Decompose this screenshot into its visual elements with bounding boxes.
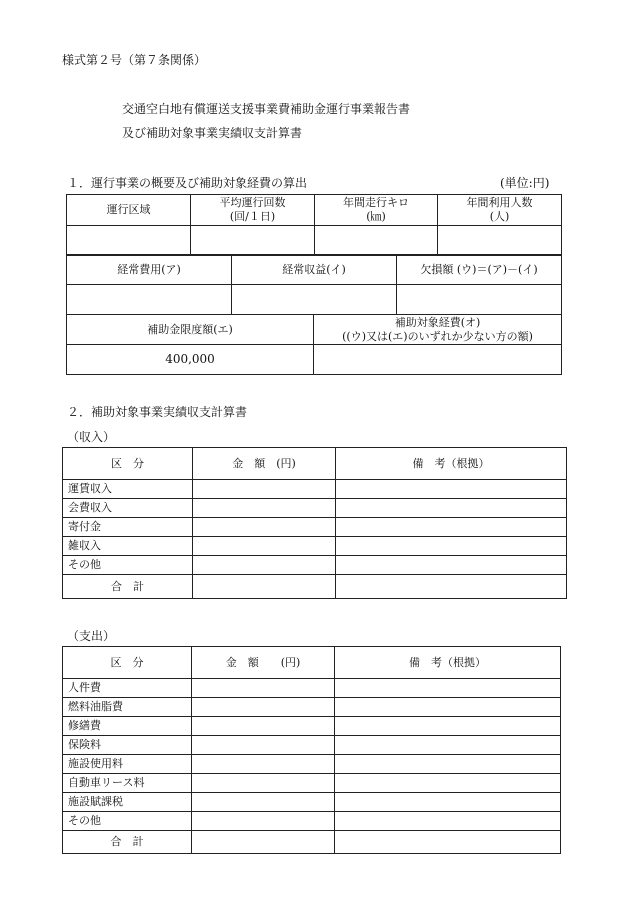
expense-amount-cell[interactable] (192, 774, 335, 793)
header-operating-revenue: 経常収益(イ) (232, 255, 397, 285)
expense-remarks-cell[interactable] (335, 774, 561, 793)
expense-amount-cell[interactable] (192, 679, 335, 698)
income-remarks-cell[interactable] (336, 499, 567, 518)
operating-revenue-value[interactable] (232, 285, 397, 315)
income-header-category: 区 分 (63, 448, 193, 480)
expense-remarks-cell[interactable] (335, 698, 561, 717)
form-label: 様式第２号（第７条関係） (62, 53, 207, 67)
expense-row-label: 燃料油脂費 (63, 698, 192, 717)
income-amount-cell[interactable] (193, 499, 336, 518)
overview-table (66, 194, 562, 256)
header-operating-cost: 経常費用(ア) (67, 255, 232, 285)
operating-cost-value[interactable] (67, 285, 232, 315)
header-deficit: 欠損額 (ウ)＝(ア)－(イ) (397, 255, 562, 285)
expense-remarks-cell[interactable] (335, 755, 561, 774)
income-row-label: 運賃収入 (63, 480, 193, 499)
income-label: （収入） (67, 430, 116, 444)
header-average-trips-label: 平均運行回数 (219, 196, 286, 210)
expense-amount-cell[interactable] (192, 717, 335, 736)
header-eligible-cost-note: ((ウ)又は(エ)のいずれか少ない方の額) (342, 329, 533, 343)
expense-remarks-cell[interactable] (335, 736, 561, 755)
expense-header-amount: 金 額 (円) (192, 647, 335, 679)
expense-total-remarks[interactable] (335, 831, 561, 854)
expense-amount-cell[interactable] (192, 736, 335, 755)
expense-amount-cell[interactable] (192, 698, 335, 717)
unit-label: (単位:円) (500, 176, 550, 190)
expense-table (62, 646, 561, 854)
header-eligible-cost (314, 315, 562, 345)
expense-row-label: 施設賦課税 (63, 793, 192, 812)
cost-table (66, 254, 562, 315)
subsidy-limit-value: 400,000 (67, 345, 314, 375)
expense-row-label: 施設使用料 (63, 755, 192, 774)
income-amount-cell[interactable] (193, 518, 336, 537)
income-total-amount[interactable] (193, 575, 336, 599)
document-title-line1: 交通空白地有償運送支援事業費補助金運行事業報告書 (122, 102, 411, 116)
expense-total-label: 合 計 (63, 831, 192, 854)
eligible-cost-value[interactable] (314, 345, 562, 375)
document-title-line2: 及び補助対象事業実績収支計算書 (122, 126, 303, 140)
expense-row-label: その他 (63, 812, 192, 831)
deficit-value[interactable] (397, 285, 562, 315)
header-annual-users (438, 195, 562, 226)
header-annual-users-label: 年間利用人数 (466, 196, 533, 210)
expense-row-label: 修繕費 (63, 717, 192, 736)
section1-heading: １．運行事業の概要及び補助対象経費の算出 (67, 176, 308, 190)
header-annual-km-label: 年間走行キロ (343, 196, 409, 210)
income-table (62, 447, 567, 599)
income-row-label: その他 (63, 556, 193, 575)
expense-header-category: 区 分 (63, 647, 192, 679)
expense-amount-cell[interactable] (192, 793, 335, 812)
income-remarks-cell[interactable] (336, 480, 567, 499)
expense-remarks-cell[interactable] (335, 717, 561, 736)
expense-remarks-cell[interactable] (335, 812, 561, 831)
income-total-label: 合 計 (63, 575, 193, 599)
header-operation-area-label: 運行区域 (106, 203, 151, 217)
header-annual-km (315, 195, 438, 226)
header-subsidy-limit (67, 315, 314, 345)
income-amount-cell[interactable] (193, 556, 336, 575)
income-remarks-cell[interactable] (336, 537, 567, 556)
operation-area-value[interactable] (67, 226, 191, 256)
income-header-amount: 金 額 (円) (193, 448, 336, 480)
expense-amount-cell[interactable] (192, 812, 335, 831)
expense-remarks-cell[interactable] (335, 793, 561, 812)
header-average-trips (191, 195, 315, 226)
header-average-trips-unit: (回/１日) (229, 210, 276, 223)
expense-header-remarks: 備 考（根拠） (335, 647, 561, 679)
income-row-label: 会費収入 (63, 499, 193, 518)
section2-heading: ２．補助対象事業実績収支計算書 (67, 405, 248, 419)
annual-users-value[interactable] (438, 226, 562, 256)
expense-total-amount[interactable] (192, 831, 335, 854)
header-annual-km-unit: (㎞) (366, 210, 386, 223)
expense-remarks-cell[interactable] (335, 679, 561, 698)
expense-row-label: 人件費 (63, 679, 192, 698)
header-annual-users-unit: (人) (489, 210, 510, 223)
subsidy-table (66, 314, 562, 375)
header-subsidy-limit-label: 補助金限度額(エ) (147, 322, 233, 336)
expense-amount-cell[interactable] (192, 755, 335, 774)
income-amount-cell[interactable] (193, 480, 336, 499)
income-row-label: 寄付金 (63, 518, 193, 537)
income-total-remarks[interactable] (336, 575, 567, 599)
income-header-remarks: 備 考（根拠） (336, 448, 567, 480)
income-row-label: 雑収入 (63, 537, 193, 556)
average-trips-value[interactable] (191, 226, 315, 256)
annual-km-value[interactable] (315, 226, 438, 256)
header-operation-area (67, 195, 191, 226)
expense-row-label: 自動車リース料 (63, 774, 192, 793)
header-eligible-cost-label: 補助対象経費(オ) (394, 315, 481, 329)
income-amount-cell[interactable] (193, 537, 336, 556)
income-remarks-cell[interactable] (336, 556, 567, 575)
income-remarks-cell[interactable] (336, 518, 567, 537)
expense-label: （支出） (67, 629, 116, 643)
expense-row-label: 保険料 (63, 736, 192, 755)
